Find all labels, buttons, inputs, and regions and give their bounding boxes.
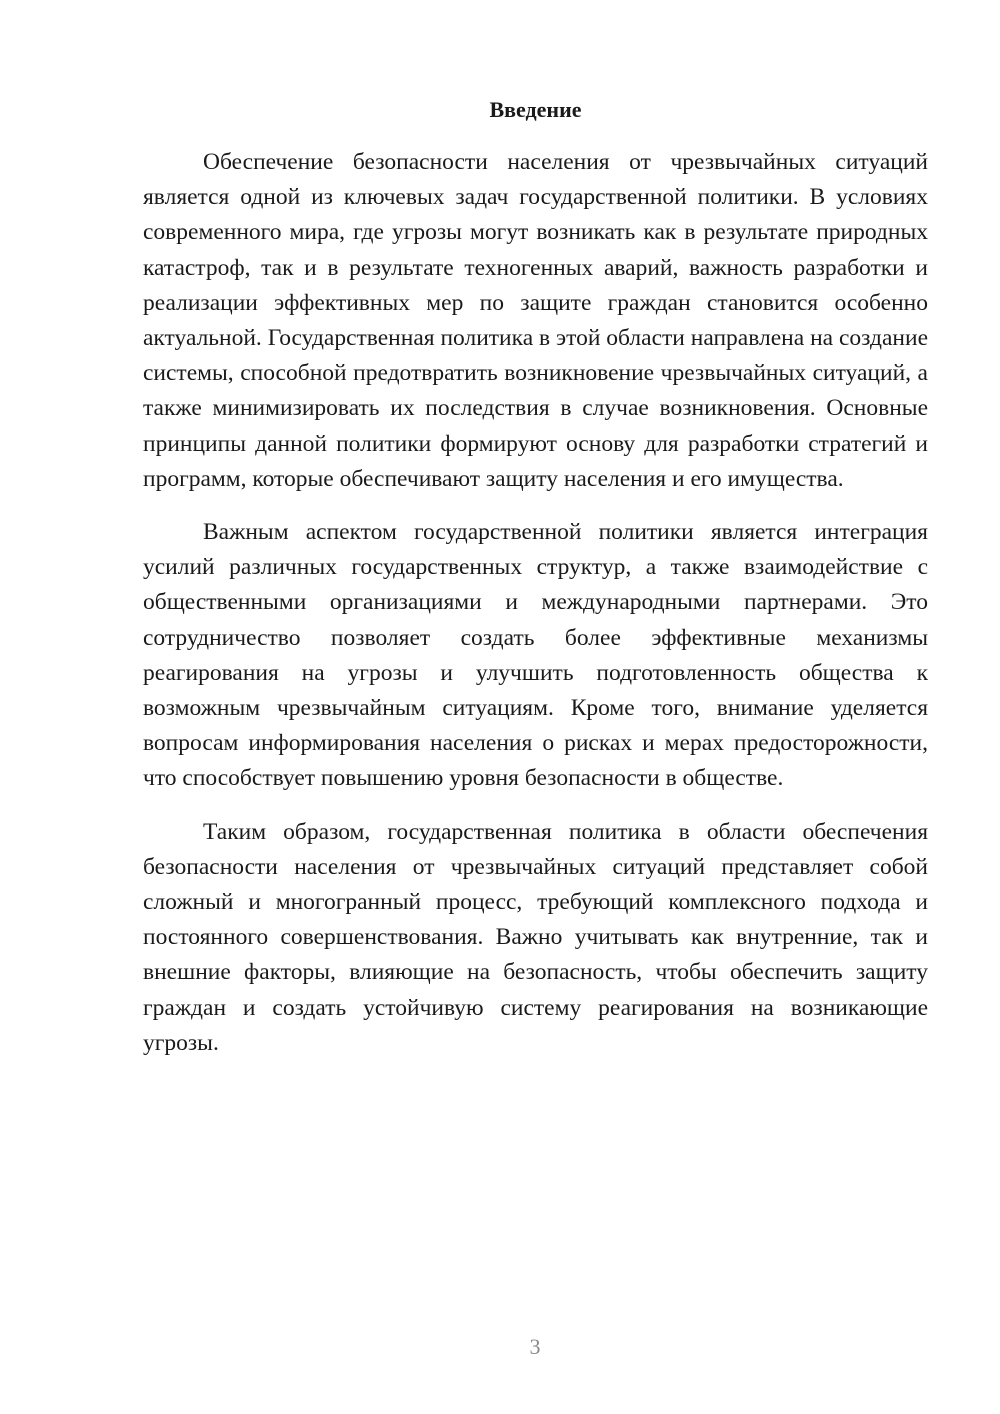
page-number: 3 — [529, 1334, 541, 1359]
section-heading: Введение — [489, 97, 582, 122]
paragraph-3: Таким образом, государственная политика в области обеспечения безопасности населения от чрезвычайных ситуаций представляет собой сложный и многогранный процесс, требующий комплексного подхода и постоянного совершенствования. Важно учитывать как внутренние, так и внешние факторы, влияющие на безопасность, чтобы обеспечить защиту граждан и создать устойчивую систему реагирования на возникающие угрозы. — [143, 818, 928, 1056]
paragraph-1: Обеспечение безопасности населения от чрезвычайных ситуаций является одной из ключевых задач государственной политики. В условиях современного мира, где угрозы могут возникать как в результате природных катастроф, так и в результате техногенных аварий, важность разработки и реализации эффективных мер по защите граждан становится особенно актуальной. Государственная политика в этой области направлена на создание системы, способной предотвратить возникновение чрезвычайных ситуаций, а также минимизировать их последствия в случае возникновения. Основные принципы данной политики формируют основу для разработки стратегий и программ, которые обеспечивают защиту населения и его имущества. — [143, 149, 928, 492]
paragraph-2: Важным аспектом государственной политики является интеграция усилий различных государственных структур, а также взаимодействие с общественными организациями и международными партнерами. Это сотрудничество позволяет создать более эффективные механизмы реагирования на угрозы и улучшить подготовленность общества к возможным чрезвычайным ситуациям. Кроме того, внимание уделяется вопросам информирования населения о рисках и мерах предосторожности, что способствует повышению уровня безопасности в обществе. — [143, 519, 928, 792]
document-page — [143, 95, 928, 1079]
